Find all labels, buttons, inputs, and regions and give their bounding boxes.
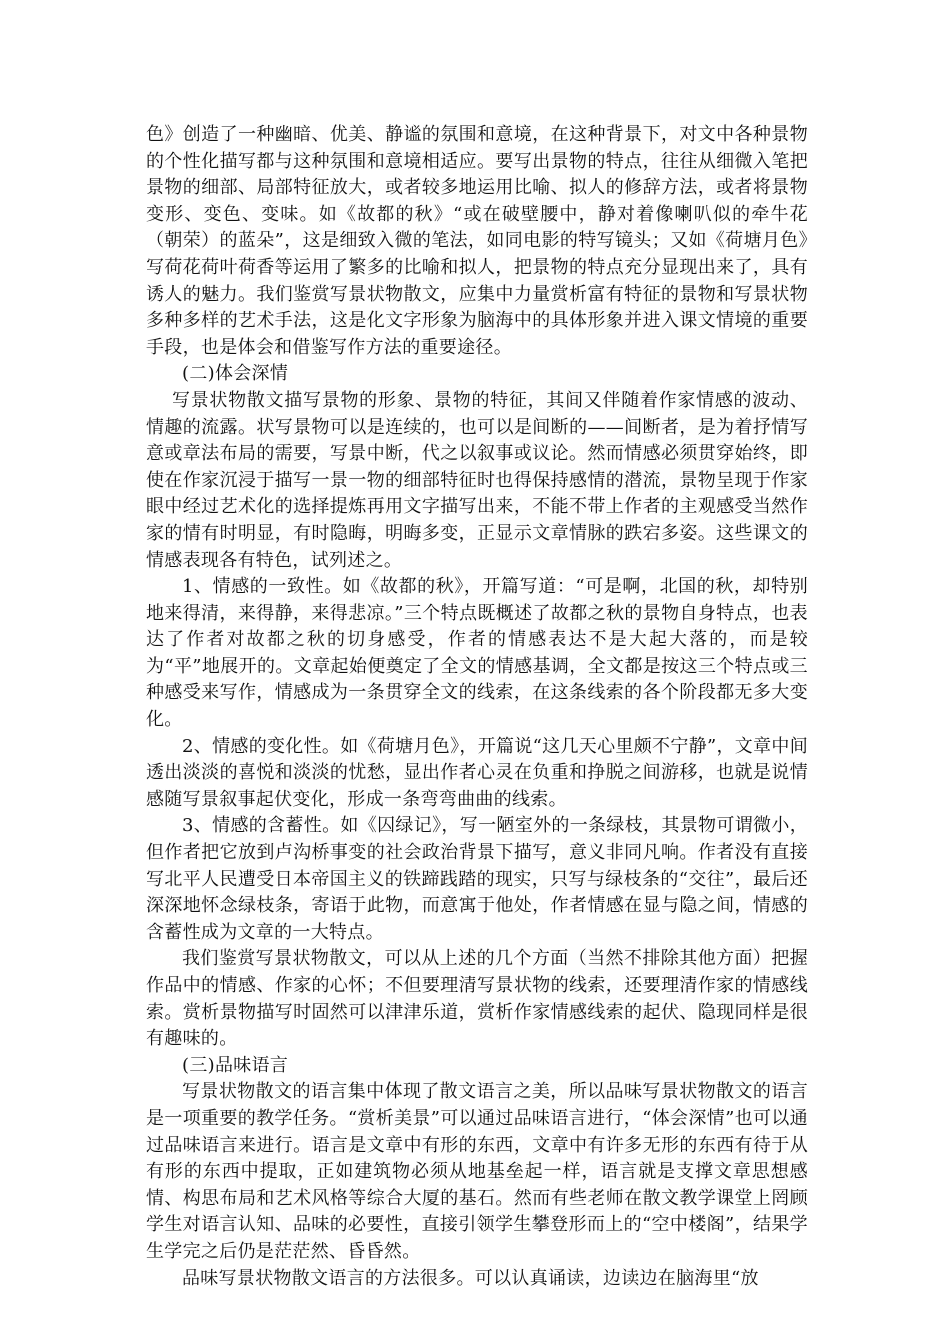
document-page xyxy=(146,122,808,1292)
paragraph-emotion-variability: 2、情感的变化性。如《荷塘月色》，开篇说“这几天心里颇不宁静”，文章中间透出淡淡的喜悦和淡淡的忧愁，显出作者心灵在负重和挣脱之间游移，也就是说情感随写景叙事起伏变化，形成一条弯弯曲曲的线索。 xyxy=(146,735,808,810)
section-heading-language: (三)品味语言 xyxy=(182,1054,289,1076)
paragraph-scenery-description: 色》创造了一种幽暗、优美、静谧的氛围和意境，在这种背景下，对文中各种景物的个性化描写都与这种氛围和意境相适应。要写出景物的特点，往往从细微入笔把景物的细部、局部特征放大，或者较多地运用比喻、拟人的修辞方法，或者将景物变形、变色、变味。如《故都的秋》“或在破壁腰中，静对着像喇叭似的牵牛花（朝荣）的蓝朵”，这是细致入微的笔法，如同电影的特写镜头；又如《荷塘月色》写荷花荷叶荷香等运用了繁多的比喻和拟人，把景物的特点充分显现出来了，具有诱人的魅力。我们鉴赏写景状物散文，应集中力量赏析富有特征的景物和写景状物多种多样的艺术手法，这是化文字形象为脑海中的具体形象并进入课文情境的重要手段，也是体会和借鉴写作方法的重要途径。 xyxy=(146,124,808,358)
paragraph-emotion-consistency: 1、情感的一致性。如《故都的秋》，开篇写道：“可是啊，北国的秋，却特别地来得清，来得静，来得悲凉。”三个特点既概述了故都之秋的景物自身特点，也表达了作者对故都之秋的切身感受，作者的情感表达不是大起大落的，而是较为“平”地展开的。文章起始便奠定了全文的情感基调，全文都是按这三个特点或三种感受来写作，情感成为一条贯穿全文的线索，在这条线索的各个阶段都无多大变化。 xyxy=(146,576,808,731)
paragraph-language-methods: 品味写景状物散文语言的方法很多。可以认真诵读，边读边在脑海里“放 xyxy=(182,1267,759,1289)
paragraph-emotion-summary: 我们鉴赏写景状物散文，可以从上述的几个方面（当然不排除其他方面）把握作品中的情感、作家的心怀；不但要理清写景状物的线索，还要理清作家的情感线索。赏析景物描写时固然可以津津乐道，赏析作家情感线索的起伏、隐现同样是很有趣味的。 xyxy=(146,948,808,1050)
section-heading-emotion: (二)体会深情 xyxy=(182,363,289,385)
paragraph-emotion-subtlety: 3、情感的含蓄性。如《囚绿记》，写一陋室外的一条绿枝，其景物可谓微小，但作者把它放到卢沟桥事变的社会政治背景下描写，意义非同凡响。作者没有直接写北平人民遭受日本帝国主义的铁蹄践踏的现实，只写与绿枝条的“交往”，最后还深深地怀念绿枝条，寄语于此物，而意寓于他处，作者情感在显与隐之间，情感的含蓄性成为文章的一大特点。 xyxy=(146,815,808,943)
paragraph-emotion-intro: 写景状物散文描写景物的形象、景物的特征，其间又伴随着作家情感的波动、情趣的流露。状写景物可以是连续的，也可以是间断的——间断者，是为着抒情写意或章法布局的需要，写景中断，代之以叙事或议论。然而情感必须贯穿始终，即使在作家沉浸于描写一景一物的细部特征时也得保持感情的潜流，景物呈现于作家眼中经过艺术化的选择提炼再用文字描写出来，不能不带上作者的主观感受当然作家的情有时明显，有时隐晦，明晦多变，正显示文章情脉的跌宕多姿。这些课文的情感表现各有特色，试列述之。 xyxy=(146,389,808,571)
paragraph-language-intro: 写景状物散文的语言集中体现了散文语言之美，所以品味写景状物散文的语言是一项重要的教学任务。“赏析美景”可以通过品味语言进行，“体会深情”也可以通过品味语言来进行。语言是文章中有形的东西，文章中有许多无形的东西有待于从有形的东西中提取，正如建筑物必须从地基垒起一样，语言就是支撑文章思想感情、构思布局和艺术风格等综合大厦的基石。然而有些老师在散文教学课堂上罔顾学生对语言认知、品味的必要性，直接引领学生攀登形而上的“空中楼阁”，结果学生学完之后仍是茫茫然、昏昏然。 xyxy=(146,1081,808,1262)
